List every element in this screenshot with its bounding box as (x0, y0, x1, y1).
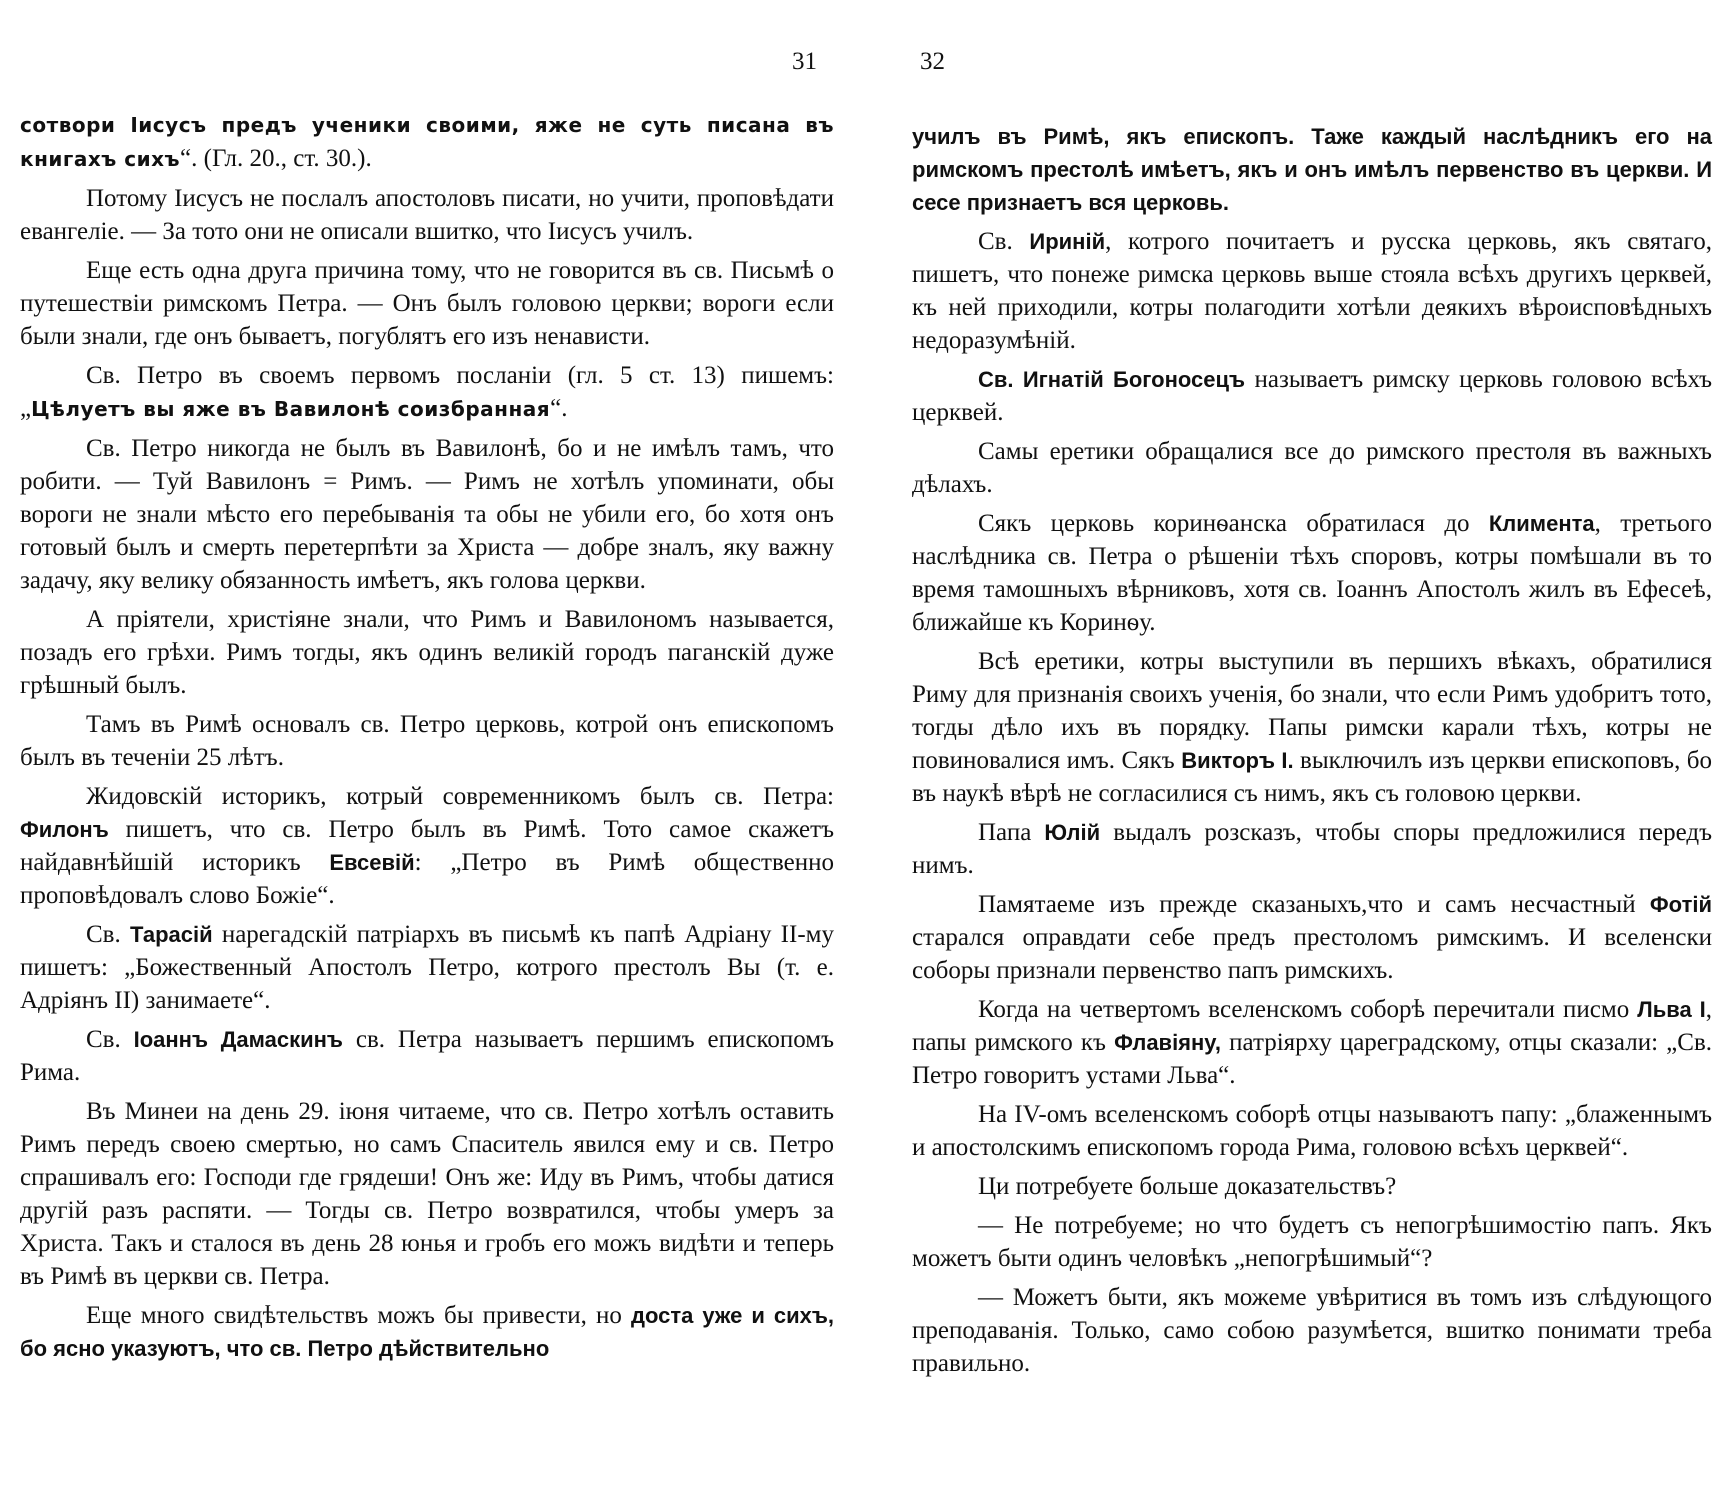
paragraph (20, 359, 834, 426)
paragraph (912, 993, 1712, 1092)
text-run: На IV-омъ вселенскомъ соборѣ отцы называютъ папу: „блаженнымъ и апостолскимъ епископомъ города Рима, головою всѣхъ церквей“. (912, 1101, 1712, 1161)
text-run: Еще много свидѣтельствъ можъ бы привести, но (86, 1302, 632, 1329)
text-run: , папы римского къ (912, 996, 1712, 1056)
emphasized-text: Тарасій (129, 922, 213, 947)
text-run: Всѣ еретики, котры выступили въ першихъ вѣкахъ, обратилися Риму для признанія своихъ ученія, бо знали, что если Римъ удобритъ тото, тогды дѣло ихъ въ порядку. Папы римски карали тѣхъ, котры не повиновалися имъ. Сякъ (912, 648, 1712, 774)
text-run: выдалъ розсказъ, чтобы споры предложилися передъ нимъ. (912, 819, 1712, 879)
text-run: А пріятели, христіяне знали, что Римъ и Вавилономъ называется, позадъ его грѣхи. Римъ тогды, якъ одинъ великій городъ паганскій дуже грѣшный былъ. (20, 606, 834, 699)
text-run: патріярху цареградскому, отцы сказали: „Св. Петро говоритъ устами Льва“. (912, 1029, 1712, 1089)
paragraph (912, 1209, 1712, 1275)
text-run: — Можетъ быти, якъ можеме увѣритися въ томъ изъ слѣдующого преподаванія. Только, само собою разумѣется, вшитко понимати треба правильно. (912, 1284, 1712, 1377)
text-run: , третього наслѣдника св. Петра о рѣшеніи тѣхъ споровъ, котры помѣшали въ то время тамошныхъ вѣрниковъ, хотя св. Іоаннъ Апостолъ жилъ въ Ефесеѣ, ближайше къ Коринѳу. (912, 510, 1712, 636)
paragraph (20, 1023, 834, 1089)
text-run: св. Петра называетъ першимъ епископомъ Рима. (20, 1026, 834, 1086)
paragraph (20, 108, 834, 176)
text-run: Жидовскій историкъ, котрый современникомъ былъ св. Петра: (86, 783, 834, 810)
text-run: “. (Гл. 20., ст. 30.). (180, 145, 372, 172)
emphasized-text: Климента (1488, 511, 1595, 536)
emphasized-text: Ириній (1029, 229, 1106, 254)
text-run: Потому Іисусъ не послалъ апостоловъ писати, но учити, проповѣдати евангеліе. — За тото они не описали вшитко, что Іисусъ училъ. (20, 185, 834, 245)
text-run: Памятаеме изъ прежде сказаныхъ,что и самъ несчастный (978, 891, 1650, 918)
emphasized-text: училъ въ Римѣ, якъ епископъ. Таже каждый наслѣдникъ его на римскомъ престолѣ имѣетъ, якъ и онъ имѣлъ первенство въ церкви. И сесе признаетъ вся церковь. (912, 124, 1712, 215)
paragraph (20, 432, 834, 597)
text-run: Папа (978, 819, 1045, 846)
text-run: — Не потребуеме; но что будетъ съ непогрѣшимостію папъ. Якъ можетъ быти одинъ человѣкъ „непогрѣшимый“? (912, 1212, 1712, 1272)
emphasized-text: Викторъ I. (1181, 748, 1294, 773)
emphasized-text: Іоаннъ Дамаскинъ (133, 1027, 343, 1052)
paragraph (20, 182, 834, 248)
right-page-text (912, 120, 1712, 1386)
paragraph (20, 708, 834, 774)
text-run: Когда на четвертомъ вселенскомъ соборѣ перечитали писмо (978, 996, 1638, 1023)
emphasized-text: Евсевій (329, 850, 415, 875)
text-run: : „Петро въ Римѣ общественно проповѣдовалъ слово Божіе“. (20, 849, 834, 909)
page-number-right: 32 (920, 48, 945, 75)
text-run: , котрого почитаетъ и русска церковь, якъ святаго, пишетъ, что понеже римска церковь выше стояла всѣхъ другихъ церквей, къ ней приходили, котры полагодити хотѣли деякихъ вѣроисповѣдныхъ недоразумѣній. (912, 228, 1712, 354)
emphasized-text: сотвори Іисусъ предъ учeники своими, яже не суть писана въ книгахъ сихъ (20, 113, 834, 171)
paragraph (912, 1098, 1712, 1164)
text-run: Сякъ церковь коринѳанска обратилася до (978, 510, 1489, 537)
emphasized-text: Св. Игнатій Богоносецъ (978, 367, 1246, 392)
paragraph (912, 1170, 1712, 1203)
text-run: называетъ римску церковь головою всѣхъ церквей. (912, 366, 1712, 426)
emphasized-text: Цѣлуетъ вы яже въ Вавилонѣ соизбранная (31, 397, 551, 421)
paragraph (20, 254, 834, 353)
emphasized-text: Флавіяну, (1114, 1030, 1222, 1055)
emphasized-text: Юлій (1044, 820, 1101, 845)
text-run: Тамъ въ Римѣ основалъ св. Петро церковь, котрой онъ епископомъ былъ въ теченіи 25 лѣтъ. (20, 711, 834, 771)
emphasized-text: Льва I (1637, 997, 1706, 1022)
text-run: Св. (86, 1026, 134, 1053)
paragraph (912, 435, 1712, 501)
emphasized-text: доста уже и сихъ, бо ясно указуютъ, что св. Петро дѣйствительно (20, 1303, 834, 1361)
emphasized-text: Фотій (1649, 892, 1712, 917)
paragraph (20, 780, 834, 912)
text-run: Еще есть одна друга причина тому, что не говорится въ св. Письмѣ о путешествіи римскомъ Петра. — Онъ былъ головою церкви; вороги если были знали, где онъ бываетъ, погублятъ его изъ ненависти. (20, 257, 834, 350)
text-run: Св. (978, 228, 1030, 255)
paragraph (20, 1095, 834, 1293)
paragraph (20, 918, 834, 1017)
text-run: выключилъ изъ церкви епископовъ, бо въ наукѣ вѣрѣ не согласилися съ нимъ, якъ съ головою церкви. (912, 747, 1712, 807)
paragraph (912, 1281, 1712, 1380)
paragraph (20, 1299, 834, 1365)
text-run: Св. (86, 921, 130, 948)
text-run: Св. Петро въ своемъ первомъ посланіи (гл. 5 ст. 13) пишемъ: „ (20, 362, 834, 422)
text-run: Св. Петро никогда не былъ въ Вавилонѣ, бо и не имѣлъ тамъ, что робити. — Туй Вавилонъ = Римъ. — Римъ не хотѣлъ упоминати, обы вороги не знали мѣсто его перебыванія та обы не убили его, бо хотя онъ готовый былъ и смерть перетерпѣти за Христа — добре зналъ, яку важну задачу, яку велику обязанность имѣетъ, якъ голова церкви. (20, 435, 834, 594)
paragraph (912, 363, 1712, 429)
text-run: Въ Минеи на день 29. іюня читаеме, что св. Петро хотѣлъ оставить Римъ передъ своею смертью, но самъ Спаситель явился ему и св. Петро спрашивалъ его: Господи где грядеши! Онъ же: Иду въ Римъ, чтобы датися другій разъ распяти. — Тогды св. Петро возвратился, чтобы умеръ за Христа. Такъ и сталося въ день 28 юнья и гробъ его можъ видѣти и теперь въ Римѣ въ церкви св. Петра. (20, 1098, 834, 1290)
paragraph (912, 507, 1712, 639)
text-run: нарегадскій патріархъ въ письмѣ къ папѣ Адріану II-му пишетъ: „Божественный Апостолъ Петро, котрого престолъ Вы (т. е. Адріянъ II) занимаете“. (20, 921, 834, 1014)
page-number-left: 31 (792, 48, 817, 75)
paragraph (912, 888, 1712, 987)
paragraph (20, 603, 834, 702)
text-run: “. (550, 395, 568, 422)
left-page-text (20, 108, 834, 1371)
paragraph (912, 645, 1712, 810)
paragraph (912, 120, 1712, 219)
text-run: Ци потребуете больше доказательствъ? (978, 1173, 1397, 1200)
text-run: старался оправдати себе предъ престоломъ римскимъ. И вселенски соборы признали первенство папъ римскихъ. (912, 924, 1712, 984)
text-run: Самы еретики обращалися все до римского престоля въ важныхъ дѣлахъ. (912, 438, 1712, 498)
paragraph (912, 816, 1712, 882)
paragraph (912, 225, 1712, 357)
text-run: пишетъ, что св. Петро былъ въ Римѣ. Тото самое скажетъ найдавнѣйшій историкъ (20, 816, 834, 876)
emphasized-text: Филонъ (20, 817, 109, 842)
